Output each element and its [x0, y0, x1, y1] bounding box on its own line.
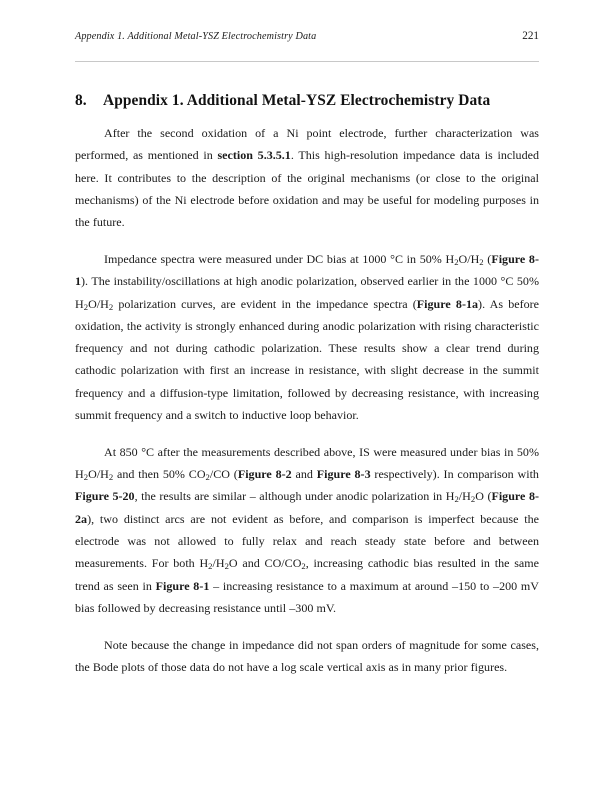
subscript: 2: [454, 257, 459, 268]
text-run: ). The instability/oscillations at high anodic polarization, observed earlier in the 1000 °C 50% H: [75, 274, 539, 311]
section-heading: [75, 92, 539, 110]
text-run: O (: [475, 489, 492, 504]
text-run: – increasing resistance to a maximum at around –150 to –200 mV bias followed by decreasing resistance until –300 mV.: [75, 578, 539, 615]
figure-reference: Figure 8-2: [237, 467, 292, 482]
text-run: O/H: [88, 296, 109, 311]
subscript: 2: [224, 561, 229, 572]
text-run: . This high-resolution impedance data is included here. It contributes to the description of the original mechanisms (or close to the original mechanisms) of the Ni electrode before oxidation and may be useful for modeling purposes in the future.: [75, 148, 539, 230]
text-run: , the results are similar – although under anodic polarization in H: [134, 489, 455, 504]
section-heading-text: Appendix 1. Additional Metal-YSZ Electrochemistry Data: [103, 92, 491, 110]
paragraph-3: [75, 441, 539, 619]
text-run: , increasing cathodic bias resulted in the same trend as seen in: [75, 556, 539, 593]
subscript: 2: [108, 472, 114, 483]
running-header-title: Appendix 1. Additional Metal-YSZ Electrochemistry Data: [75, 31, 317, 42]
subscript: 2: [83, 301, 89, 312]
text-run: and then 50% CO: [113, 467, 206, 482]
text-run: ). As before oxidation, the activity is strongly enhanced during anodic polarization with rising characteristic frequency and not during cathodic polarization. These results show a clear trend during cathodic polarization with first an increase in resistance, with slight decrease in the summit frequency and a diffusion-type limitation, followed by decreasing resistance, with increasing summit frequency and a switch to inductive loop behavior.: [75, 296, 540, 423]
paragraph-2: [75, 248, 539, 426]
text-run: /H: [212, 556, 225, 571]
subscript: 2: [479, 257, 484, 268]
figure-reference: Figure 8-1: [75, 251, 539, 289]
subscript: 2: [205, 472, 210, 483]
text-run: and: [291, 467, 317, 482]
subscript: 2: [470, 494, 476, 505]
figure-reference: Figure 5-20: [75, 489, 135, 504]
body-text: [75, 122, 539, 678]
text-run: /H: [458, 489, 471, 504]
subscript: 2: [83, 472, 89, 483]
subscript: 2: [301, 561, 306, 572]
text-run: respectively). In comparison with: [370, 467, 539, 482]
text-run: /CO (: [209, 467, 238, 482]
page-number: 221: [522, 30, 539, 42]
figure-reference: Figure 8-3: [316, 467, 371, 482]
paragraph-1: [75, 122, 539, 233]
section-number: 8.: [75, 92, 87, 110]
subscript: 2: [108, 301, 114, 312]
header-divider-rule: [75, 61, 539, 62]
text-run: Impedance spectra were measured under DC bias at 1000 °C in 50% H: [104, 251, 455, 266]
figure-reference: Figure 8-1: [155, 578, 210, 593]
figure-reference: Figure 8-2a: [75, 489, 539, 526]
text-run: At 850 °C after the measurements described above, IS were measured under bias in 50% H: [75, 444, 539, 482]
text-run: polarization curves, are evident in the impedance spectra (: [113, 296, 417, 311]
subscript: 2: [454, 494, 459, 505]
text-run: O/H: [458, 251, 480, 266]
paragraph-4: [75, 634, 539, 679]
text-run-bold: section 5.3.5.1: [217, 148, 291, 163]
running-header: [75, 30, 539, 42]
text-run: O and CO/CO: [228, 556, 302, 571]
text-run: Note because the change in impedance did not span orders of magnitude for some cases, the Bode plots of those data do not have a log scale vertical axis as in many prior figures.: [75, 637, 539, 675]
header-row: [75, 30, 539, 42]
text-run: After the second oxidation of a Ni point electrode, further characterization was performed, as mentioned in: [75, 126, 539, 163]
text-run: ), two distinct arcs are not evident as before, and comparison is imperfect because the electrode was not allowed to fully relax and reach steady state before and between measurements. For both H: [75, 511, 539, 571]
text-run: O/H: [88, 467, 109, 482]
text-run: (: [483, 251, 492, 266]
figure-reference: Figure 8-1a: [416, 296, 479, 311]
subscript: 2: [208, 561, 213, 572]
